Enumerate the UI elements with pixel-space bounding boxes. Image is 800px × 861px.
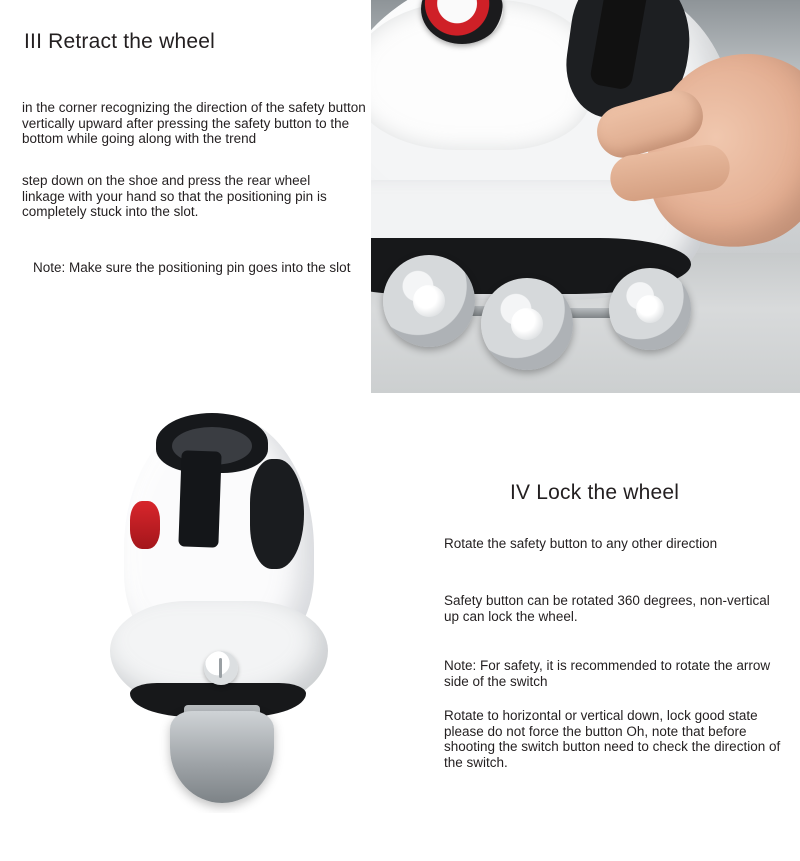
wheel	[609, 268, 691, 350]
section-lock-the-wheel	[0, 393, 800, 861]
lock-note-1: Note: For safety, it is recommended to rotate the arrow side of the switch	[444, 658, 771, 689]
section-heading-iv: IV Lock the wheel	[510, 481, 680, 504]
wheel-hub	[636, 295, 664, 323]
wheel	[383, 255, 475, 347]
photo-lock-the-wheel	[72, 393, 372, 813]
photo-retract-the-wheel	[371, 0, 800, 393]
instruction-paragraph-2: step down on the shoe and press the rear wheel linkage with your hand so that the positioning pin is completely stuck into the slot.	[22, 173, 327, 219]
lock-paragraph-2: Safety button can be rotated 360 degrees, non-vertical up can lock the wheel.	[444, 593, 770, 624]
instruction-note: Note: Make sure the positioning pin goes into the slot	[33, 260, 351, 275]
section-retract-the-wheel	[0, 0, 800, 393]
retracted-wheel	[170, 711, 274, 803]
section-heading-iii: III Retract the wheel	[24, 30, 215, 53]
wheel-hub	[511, 308, 542, 339]
lock-note-2: Rotate to horizontal or vertical down, lock good state please do not force the button Oh, note that before shooting the switch button need to check the direction of the switch.	[444, 708, 781, 770]
wheel	[481, 278, 573, 370]
wheel-hub	[413, 285, 444, 316]
safety-button	[204, 651, 238, 685]
instruction-paragraph-1: in the corner recognizing the direction of the safety button vertically upward after pressing the safety button to the bottom while going along with the trend	[22, 100, 366, 146]
lock-paragraph-1: Rotate the safety button to any other direction	[444, 536, 718, 551]
shoe-heel-strap	[178, 450, 221, 547]
shoe-side-black	[250, 459, 304, 569]
shoe-accent-red	[130, 501, 160, 549]
